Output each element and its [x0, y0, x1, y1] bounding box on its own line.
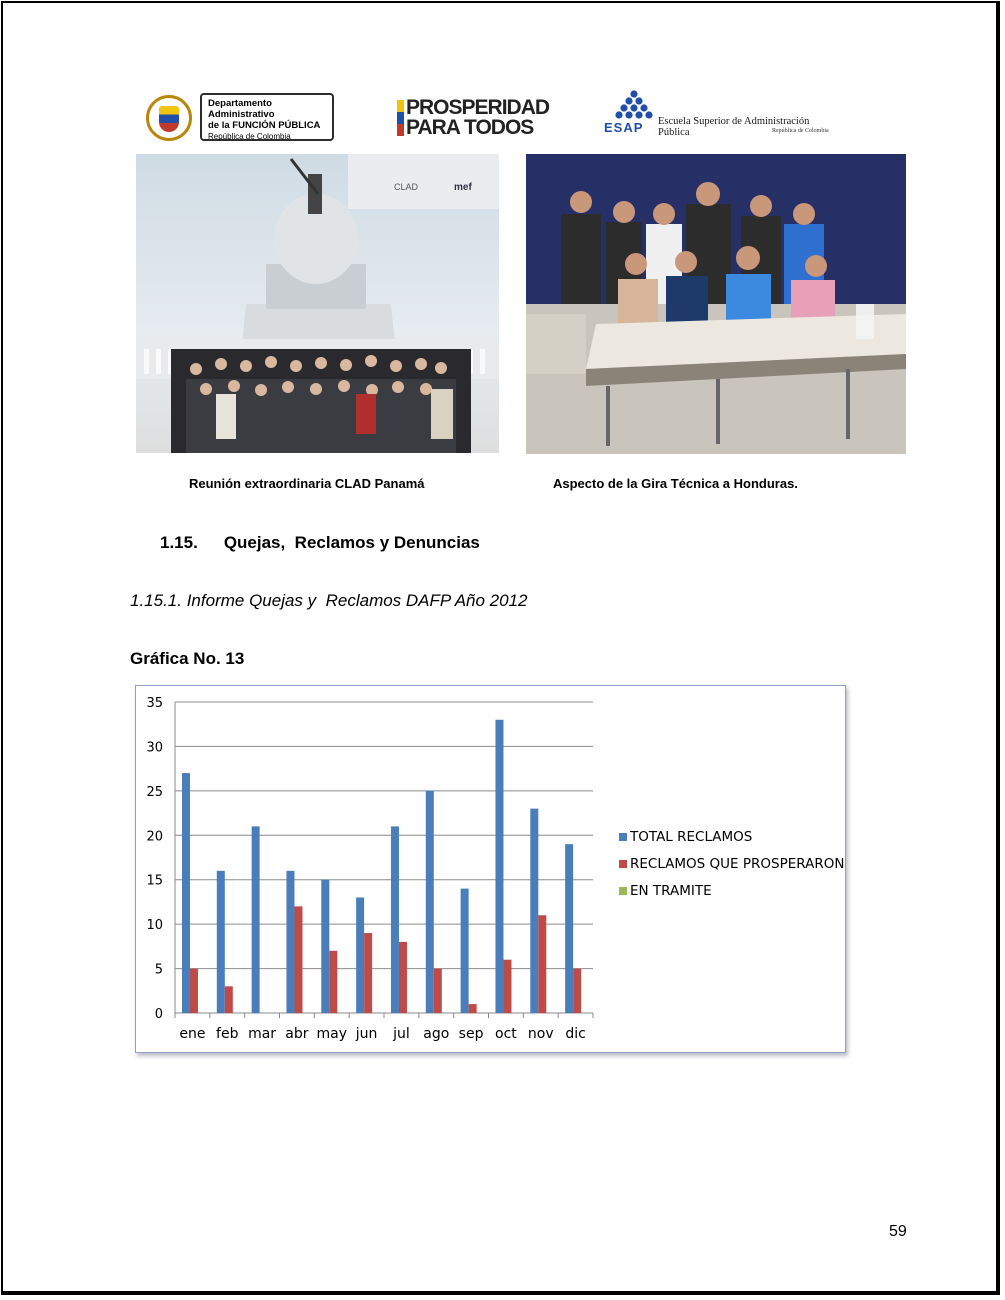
prosperidad-logo — [397, 98, 549, 140]
bar-total-reclamos — [356, 897, 364, 1013]
y-tick-label: 10 — [146, 918, 163, 934]
x-tick-label: dic — [565, 1026, 586, 1042]
bar-reclamos-que-prosperaron — [573, 969, 581, 1013]
bar-total-reclamos — [286, 871, 294, 1013]
x-tick-label: feb — [216, 1026, 239, 1042]
subsection-heading: 1.15.1. Informe Quejas y Reclamos DAFP Año 2012 — [130, 591, 528, 610]
bar-total-reclamos — [217, 871, 225, 1013]
bar-total-reclamos — [426, 791, 434, 1013]
y-tick-label: 35 — [146, 696, 163, 711]
esap-sub: República de Colombia — [772, 128, 829, 134]
legend-swatch — [619, 833, 627, 841]
colombia-seal-icon — [146, 95, 192, 141]
bar-reclamos-que-prosperaron — [503, 960, 511, 1013]
y-tick-label: 30 — [146, 740, 163, 756]
prosperidad-line2: PARA TODOS — [406, 116, 534, 139]
bar-reclamos-que-prosperaron — [538, 915, 546, 1013]
bar-total-reclamos — [565, 844, 573, 1013]
section-title: Quejas, Reclamos y Denuncias — [223, 533, 480, 552]
photo-right-caption: Aspecto de la Gira Técnica a Honduras. — [553, 476, 798, 491]
y-tick-label: 20 — [146, 829, 163, 845]
photo-clad-panama — [136, 154, 499, 453]
esap-logo — [602, 90, 832, 138]
x-tick-label: jul — [393, 1026, 410, 1042]
flag-stripe-icon — [397, 100, 404, 136]
legend-label: RECLAMOS QUE PROSPERARON — [630, 856, 845, 872]
esap-name: Escuela Superior de Administración Pública — [658, 116, 810, 138]
y-tick-label: 25 — [146, 784, 163, 800]
dafp-logo-line1: Departamento Administrativo — [208, 98, 275, 120]
legend-swatch — [619, 887, 627, 895]
bar-chart — [136, 686, 845, 1052]
y-tick-label: 0 — [154, 1007, 163, 1022]
section-number: 1.15. — [160, 533, 198, 552]
bar-reclamos-que-prosperaron — [364, 933, 372, 1013]
dafp-logo-line2: de la FUNCIÓN PÚBLICA — [208, 120, 321, 131]
dafp-logo-line3: República de Colombia — [208, 132, 291, 141]
legend-label: EN TRAMITE — [630, 883, 712, 899]
bar-total-reclamos — [461, 889, 469, 1013]
section-heading — [160, 533, 480, 553]
bar-total-reclamos — [321, 880, 329, 1013]
x-tick-label: ago — [423, 1026, 450, 1042]
bar-reclamos-que-prosperaron — [434, 969, 442, 1013]
x-tick-label: ene — [179, 1026, 206, 1042]
bar-total-reclamos — [391, 826, 399, 1013]
bar-total-reclamos — [530, 809, 538, 1013]
legend-swatch — [619, 860, 627, 868]
svg-text:mef: mef — [454, 182, 472, 193]
figure-label: Gráfica No. 13 — [130, 649, 245, 668]
svg-text:CLAD: CLAD — [394, 182, 419, 192]
photo-left-caption: Reunión extraordinaria CLAD Panamá — [189, 476, 425, 491]
dafp-logo-text — [200, 93, 334, 141]
bar-reclamos-que-prosperaron — [399, 942, 407, 1013]
y-tick-label: 15 — [146, 873, 163, 889]
x-tick-label: sep — [458, 1026, 484, 1042]
legend-label: TOTAL RECLAMOS — [630, 829, 753, 845]
esap-acronym: ESAP — [604, 120, 644, 135]
bar-reclamos-que-prosperaron — [329, 951, 337, 1013]
x-tick-label: abr — [285, 1026, 309, 1042]
x-tick-label: may — [316, 1026, 348, 1042]
page-number: 59 — [889, 1223, 907, 1240]
bar-total-reclamos — [182, 773, 190, 1013]
x-tick-label: nov — [527, 1026, 554, 1042]
bar-reclamos-que-prosperaron — [225, 986, 233, 1013]
dafp-logo — [143, 93, 336, 145]
bar-total-reclamos — [495, 720, 503, 1013]
bar-reclamos-que-prosperaron — [294, 906, 302, 1013]
bar-total-reclamos — [252, 826, 260, 1013]
x-tick-label: oct — [495, 1026, 517, 1042]
photo-gira-honduras — [526, 154, 906, 454]
y-tick-label: 5 — [154, 962, 163, 978]
chart-container — [135, 685, 846, 1053]
prosperidad-line1: PROSPERIDAD — [406, 96, 550, 119]
x-tick-label: mar — [248, 1026, 277, 1042]
bar-reclamos-que-prosperaron — [190, 969, 198, 1013]
x-tick-label: jun — [355, 1026, 378, 1042]
bar-reclamos-que-prosperaron — [469, 1004, 477, 1013]
